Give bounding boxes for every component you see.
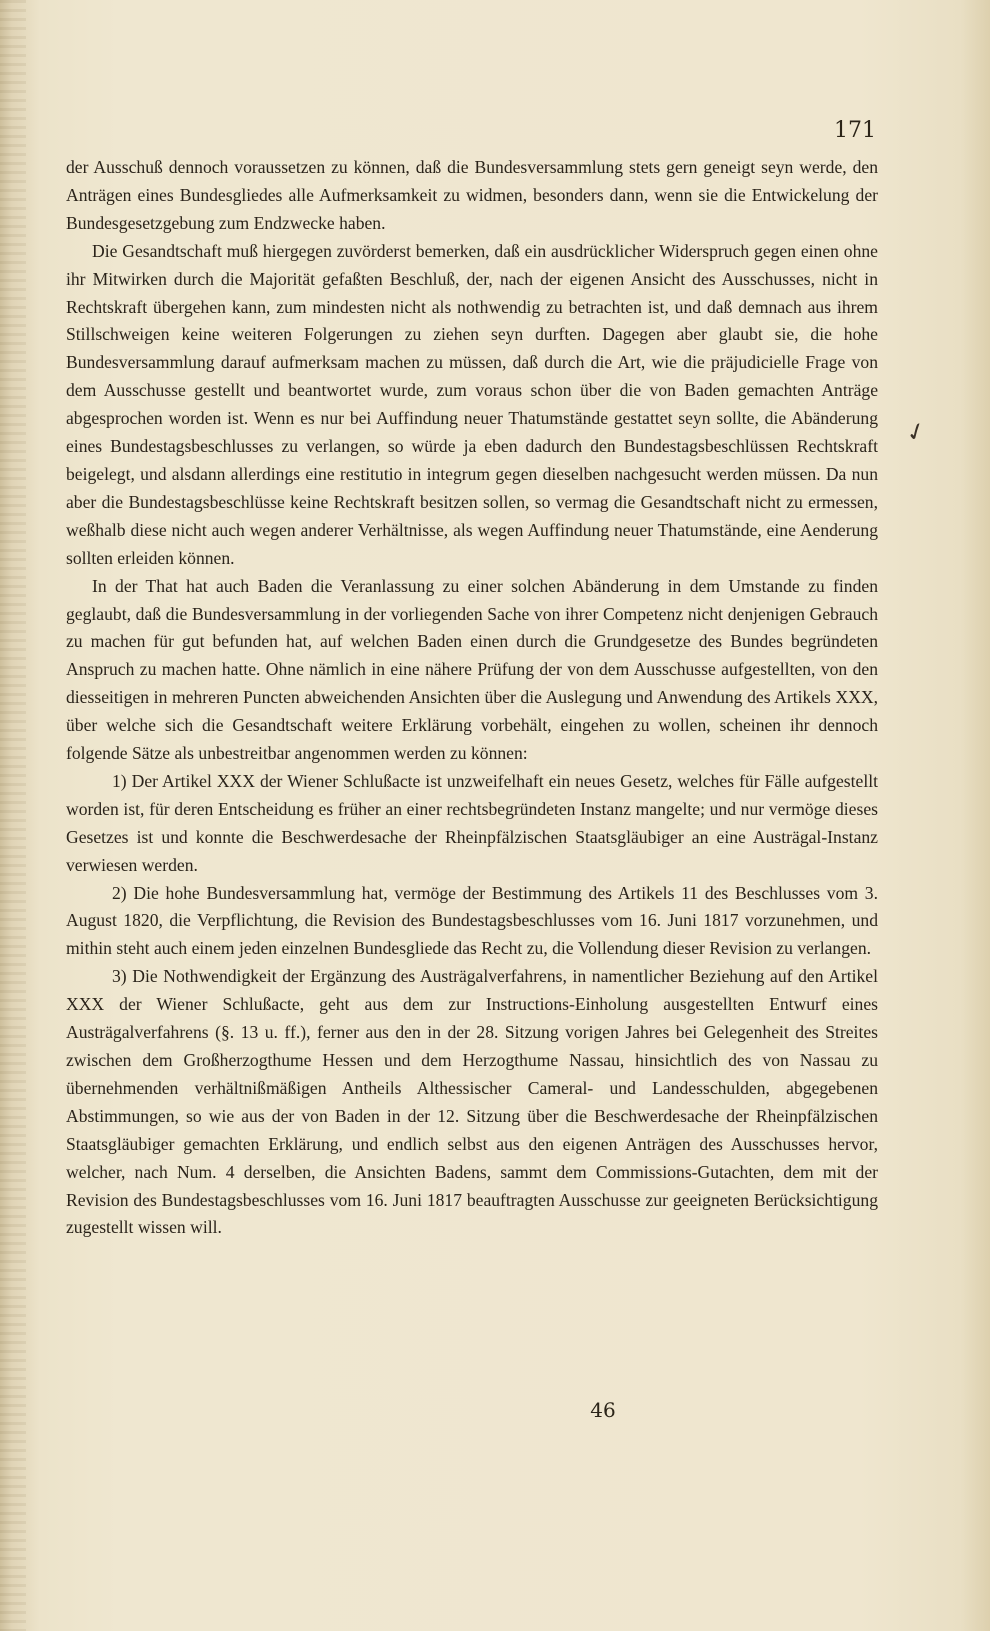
document-body — [66, 154, 878, 1242]
paragraph: Die Gesandtschaft muß hiergegen zuvörderst bemerken, daß ein ausdrücklicher Widerspruch gegen einen ohne ihr Mitwirken durch die Majorität gefaßten Beschluß, der, nach der eigenen Ansicht des Ausschusses, nicht in Rechtskraft übergehen kann, zum mindesten nicht als nothwendig zu betrachten ist, und daß demnach aus ihrem Stillschweigen keine weiteren Folgerungen zu ziehen seyn durften. Dagegen aber glaubt sie, die hohe Bundesversammlung darauf aufmerksam machen zu müssen, daß durch die Art, wie die präjudicielle Frage von dem Ausschusse gestellt und beantwortet wurde, zum voraus schon über die von Baden gemachten Anträge abgesprochen worden ist. Wenn es nur bei Auffindung neuer Thatumstände gestattet seyn sollte, die Abänderung eines Bundestagsbeschlusses zu verlangen, so würde ja eben dadurch den Bundestagsbeschlüssen Rechtskraft beigelegt, und alsdann allerdings eine restitutio in integrum gegen dieselben nachgesucht werden müssen. Da nun aber die Bundestagsbeschlüsse keine Rechtskraft besitzen sollen, so vermag die Gesandtschaft nicht zu ermessen, weßhalb diese nicht auch wegen anderer Verhältnisse, als wegen Auffindung neuer Thatumstände, eine Aenderung sollten erleiden können. — [66, 240, 878, 568]
signature-mark: 46 — [590, 1398, 616, 1422]
paragraph-continuation: der Ausschuß dennoch voraussetzen zu können, daß die Bundesversammlung stets gern geneigt seyn werde, den Anträgen eines Bundesgliedes alle Aufmerksamkeit zu widmen, besonders dann, wenn sie die Entwickelung der Bundesgesetzgebung zum Endzwecke haben. — [66, 157, 878, 233]
numbered-paragraph: 1) Der Artikel XXX der Wiener Schlußacte ist unzweifelhaft ein neues Gesetz, welches für Fälle aufgestellt worden ist, für deren Entscheidung es früher an einer rechtsbegründeten Instanz mangelte; und nur vermöge dieses Gesetzes ist und konnte die Beschwerdesache der Rheinpfälzischen Staatsgläubiger an eine Austrägal-Instanz verwiesen werden. — [66, 770, 878, 875]
numbered-paragraph: 2) Die hohe Bundesversammlung hat, vermöge der Bestimmung des Artikels 11 des Beschlusses vom 3. August 1820, die Verpflichtung, die Revision des Bundestagsbeschlusses vom 16. Juni 1817 vorzunehmen, und mithin steht auch einem jeden einzelnen Bundesgliede das Recht zu, die Vollendung dieser Revision zu verlangen. — [66, 882, 878, 959]
numbered-paragraph: 3) Die Nothwendigkeit der Ergänzung des Austrägalverfahrens, in namentlicher Beziehung auf den Artikel XXX der Wiener Schlußacte, geht aus dem zur Instructions-Einholung ausgestellten Entwurf eines Austrägalverfahrens (§. 13 u. ff.), ferner aus den in der 28. Sitzung vorigen Jahres bei Gelegenheit des Streites zwischen dem Großherzogthume Hessen und dem Herzogthume Nassau, hinsichtlich des von Nassau zu übernehmenden verhältnißmäßigen Antheils Althessischer Cameral- und Landesschulden, abgegebenen Abstimmungen, so wie aus der von Baden in der 12. Sitzung über die Beschwerdesache der Rheinpfälzischen Staatsgläubiger gemachten Erklärung, und endlich selbst aus den eigenen Anträgen des Ausschusses hervor, welcher, nach Num. 4 derselben, die Ansichten Badens, sammt dem Commissions-Gutachten, dem mit der Revision des Bundestagsbeschlusses vom 16. Juni 1817 beauftragten Ausschusse zur geeigneten Berücksichtigung zugestellt wissen will. — [66, 966, 878, 1238]
page-edge-stains — [0, 0, 26, 1631]
page-number: 171 — [834, 118, 876, 143]
paragraph: In der That hat auch Baden die Veranlassung zu einer solchen Abänderung in dem Umstande zu finden geglaubt, daß die Bundesversammlung in der vorliegenden Sache von ihrer Competenz nicht denjenigen Gebrauch zu machen für gut befunden hat, auf welchen Baden einen durch die Grundgesetze des Bundes begründeten Anspruch zu machen hatte. Ohne nämlich in eine nähere Prüfung der von dem Ausschusse aufgestellten, von den diesseitigen in mehreren Puncten abweichenden Ansichten über die Auslegung und Anwendung des Artikels XXX, über welche sich die Gesandtschaft weitere Erklärung vorbehält, eingehen zu wollen, scheinen ihr dennoch folgende Sätze als unbestreitbar angenommen werden zu können: — [66, 575, 878, 764]
handwritten-check-mark-icon: ✓ — [901, 415, 931, 449]
